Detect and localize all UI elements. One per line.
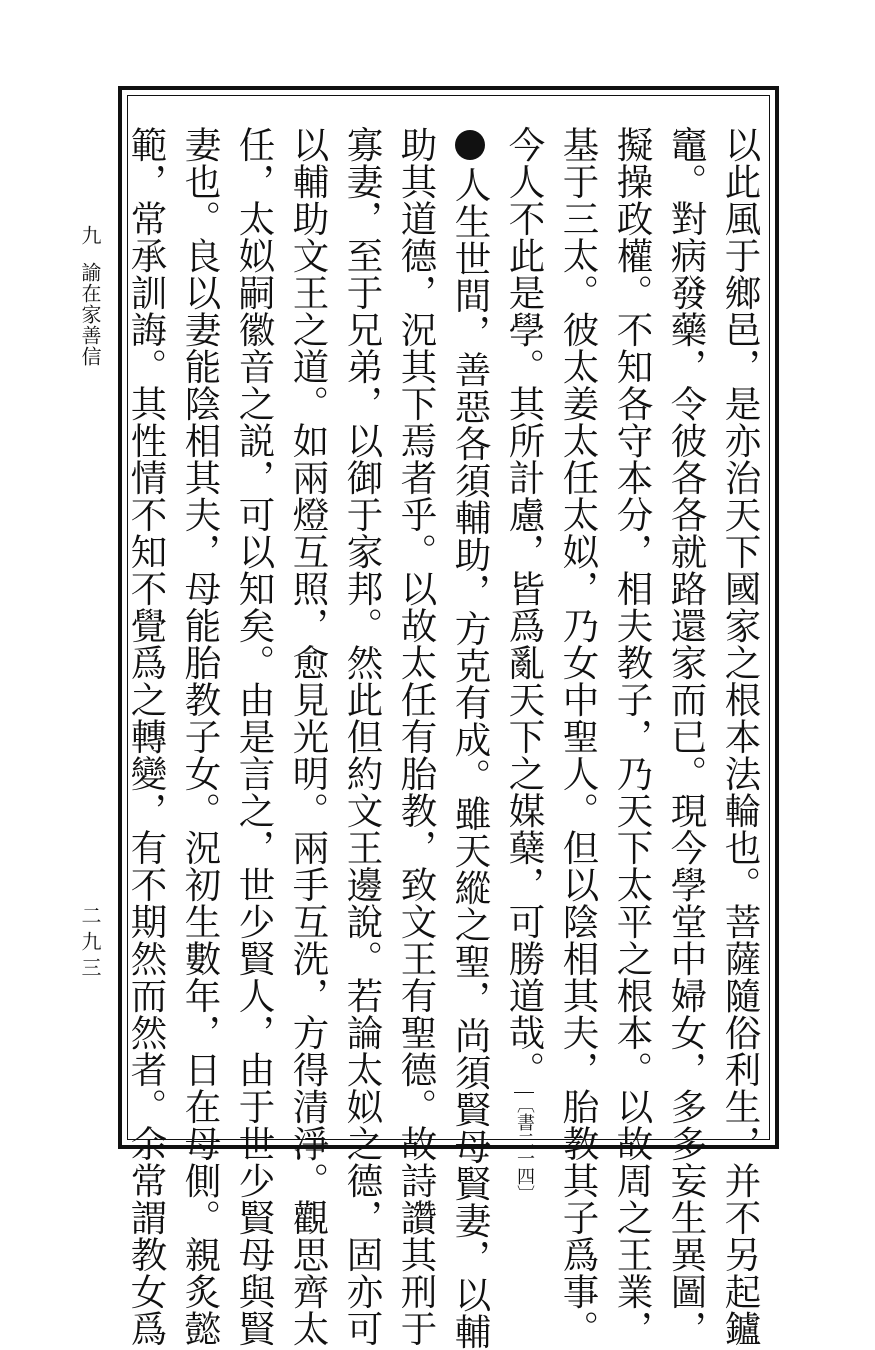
text-column: 擬操政權。不知各守本分，相夫教子，乃天下太平之根本。以故周之王業， xyxy=(611,126,654,1347)
text-column: 助其道德，況其下焉者乎。以故太任有胎教，致文王有聖德。故詩讚其刑于 xyxy=(395,126,438,1347)
text-column: 範，常承訓誨。其性情不知不覺爲之轉變，有不期然而然者。余常謂教女爲 xyxy=(125,126,168,1347)
text-column: 以此風于鄉邑，是亦治天下國家之根本法輪也。菩薩隨俗利生，并不另起鑪 xyxy=(719,126,762,1347)
source-note: 〔書二一四〕 xyxy=(514,1092,534,1203)
text-column xyxy=(444,126,496,1350)
text-column xyxy=(498,126,550,1203)
text-column: 妻也。良以妻能陰相其夫，母能胎教子女。況初生數年，日在母側。親炙懿 xyxy=(179,126,222,1347)
text-column-content: 今人不此是學。其所計慮，皆爲亂天下之媒蘖，可勝道哉。 xyxy=(503,126,546,1088)
text-column: 寡妻，至于兄弟，以御于家邦。然此但約文王邊說。若論太姒之德，固亦可 xyxy=(341,126,384,1347)
page-number: 二九三 xyxy=(78,905,102,983)
chapter-number: 九 xyxy=(78,225,102,246)
text-column: 以輔助文王之道。如兩燈互照，愈見光明。兩手互洗，方得清淨。觀思齊太 xyxy=(287,126,330,1347)
text-column-content: 人生世間，善惡各須輔助，方克有成。雖天縱之聖，尚須賢母賢妻，以輔 xyxy=(449,166,492,1350)
text-column: 基于三太。彼太姜太任太姒，乃女中聖人。但以陰相其夫，胎教其子爲事。 xyxy=(557,126,600,1347)
section-bullet-icon xyxy=(455,130,485,160)
chapter-title: 諭在家善信 xyxy=(78,262,102,367)
running-header xyxy=(78,225,102,367)
text-column: 任，太姒嗣徽音之説，可以知矣。由是言之，世少賢人，由于世少賢母與賢 xyxy=(233,126,276,1347)
text-column: 竈。對病發藥，令彼各各就路還家而已。現今學堂中婦女，多多妄生異圖， xyxy=(665,126,708,1347)
